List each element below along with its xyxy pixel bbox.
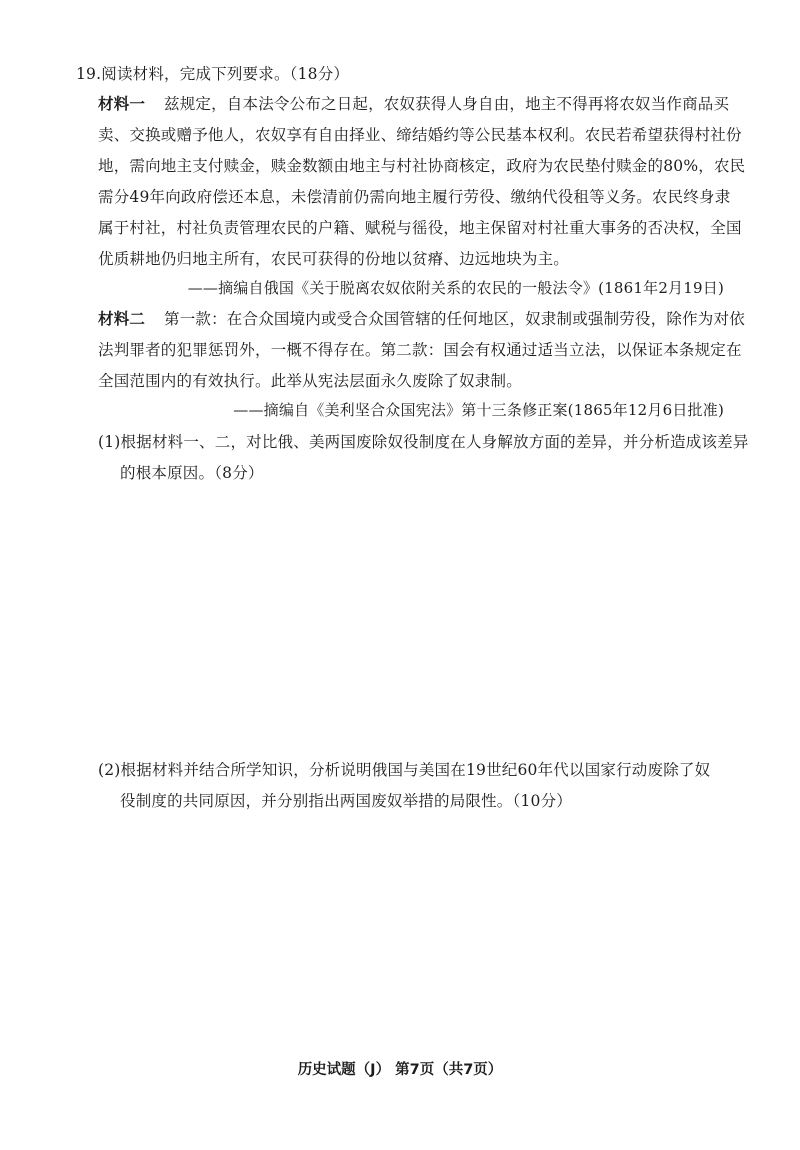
question-header: 19.阅读材料，完成下列要求。（18分） [76,65,350,83]
material-1-label: 材料一 [98,95,146,113]
material-1-line: 需分49年向政府偿还本息，未偿清前仍需向地主履行劳役、缴纳代役租等义务。农民终身隶 [98,188,731,206]
material-2-label: 材料二 [98,310,146,328]
answer-space-1[interactable] [76,500,726,740]
material-1-line: 地，需向地主支付赎金，赎金数额由地主与村社协商核定，政府为农民垫付赎金的80%，农民 [98,157,746,175]
answer-space-2[interactable] [76,830,726,1040]
material-1-line: 兹规定，自本法令公布之日起，农奴获得人身自由，地主不得再将农奴当作商品买 [164,95,730,113]
sub-question-1-line: (1)根据材料一、二，对比俄、美两国废除奴役制度在人身解放方面的差异，并分析造成该差异 [98,433,749,451]
page-footer: 历史试题（J） 第7页（共7页） [297,1062,503,1078]
material-2-line: 第一款：在合众国境内或受合众国管辖的任何地区，奴隶制或强制劳役，除作为对依 [164,310,745,328]
material-2-line: 法判罪者的犯罪惩罚外，一概不得存在。第二款：国会有权通过适当立法，以保证本条规定在 [98,341,742,359]
material-1-line: 属于村社，村社负责管理农民的户籍、赋税与徭役，地主保留对村社重大事务的否决权，全国 [98,219,742,237]
material-2-source: ——摘编自《美利坚合众国宪法》第十三条修正案(1865年12月6日批准) [233,401,724,419]
material-1-line: 卖、交换或赠予他人，农奴享有自由择业、缔结婚约等公民基本权利。农民若希望获得村社份 [98,126,742,144]
material-2-line: 全国范围内的有效执行。此举从宪法层面永久废除了奴隶制。 [98,372,522,390]
sub-question-2-line: 役制度的共同原因，并分别指出两国废奴举措的局限性。（10分） [120,792,572,810]
sub-question-2-line: (2)根据材料并结合所学知识，分析说明俄国与美国在19世纪60年代以国家行动废除了奴 [98,761,711,779]
material-1-source: ——摘编自俄国《关于脱离农奴依附关系的农民的一般法令》(1861年2月19日) [187,279,724,297]
material-1-line: 优质耕地仍归地主所有，农民可获得的份地以贫瘠、边远地块为主。 [98,250,570,268]
sub-question-1-line: 的根本原因。（8分） [120,464,264,482]
